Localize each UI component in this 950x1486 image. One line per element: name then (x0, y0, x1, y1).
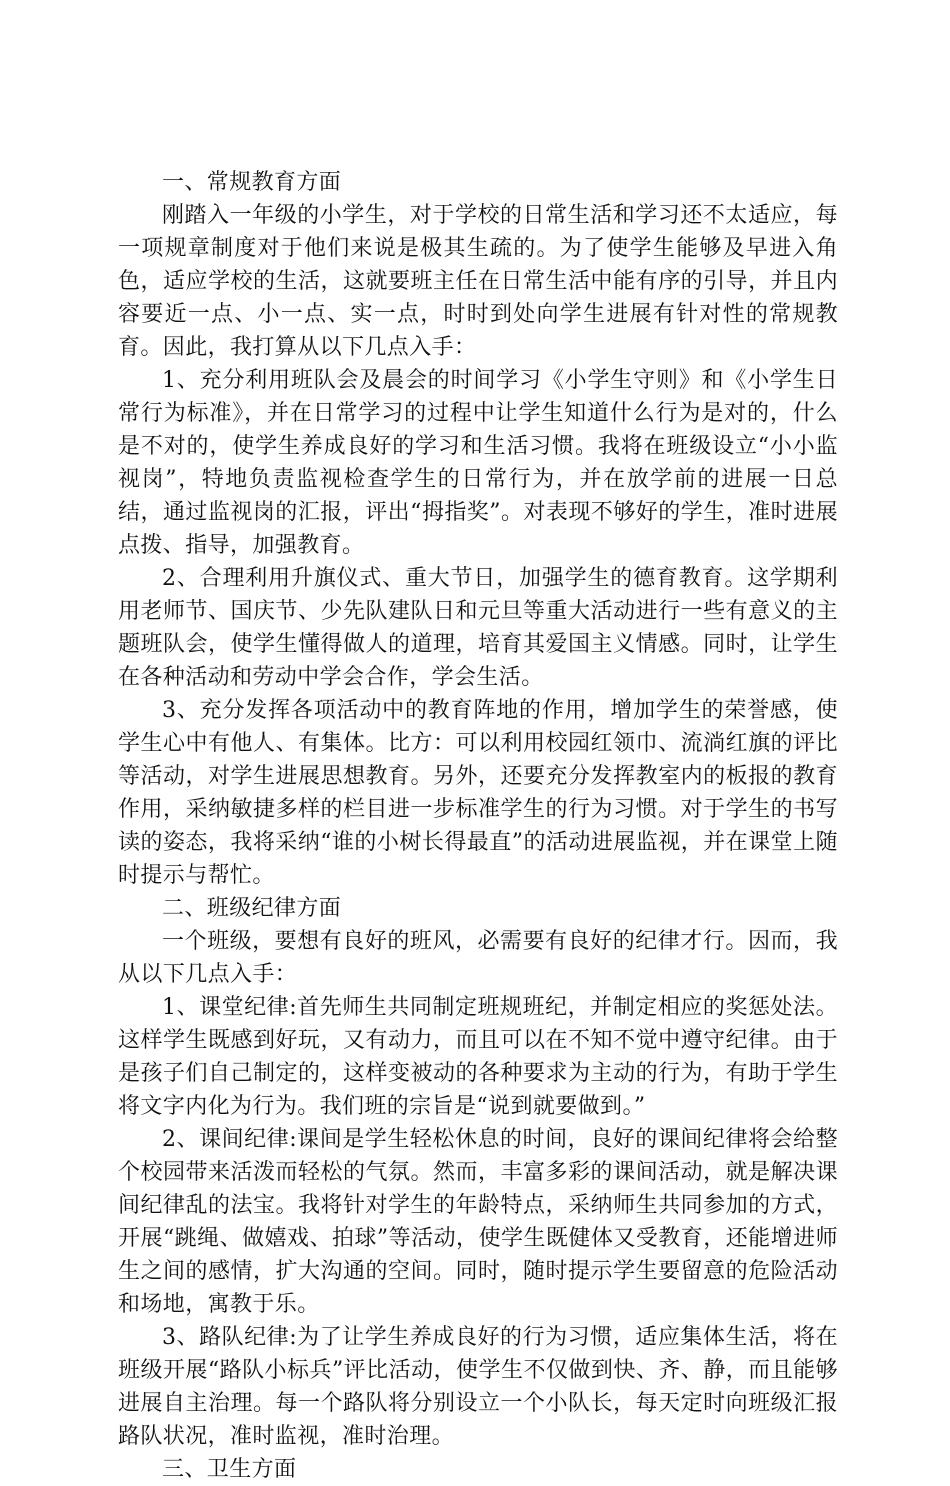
paragraph-item-3: 3、充分发挥各项活动中的教育阵地的作用，增加学生的荣誉感，使学生心中有他人、有集体。比方：可以利用校园红领巾、流淌红旗的评比等活动，对学生进展思想教育。另外，还要充分发挥教室内的板报的教育作用，采纳敏捷多样的栏目进一步标准学生的行为习惯。对于学生的书写读的姿态，我将采纳“谁的小树长得最直”的活动进展监视，并在课堂上随时提示与帮忙。 (118, 698, 838, 888)
paragraph-classroom-discipline: 1、课堂纪律:首先师生共同制定班规班纪，并制定相应的奖惩处法。这样学生既感到好玩，又有动力，而且可以在不知不觉中遵守纪律。由于是孩子们自己制定的，这样变被动的各种要求为主动的行为，有助于学生将文字内化为行为。我们班的宗旨是“说到就要做到。” (118, 995, 838, 1119)
section-heading-hygiene: 三、卫生方面 (162, 1457, 297, 1482)
section-heading-routine-education: 一、常规教育方面 (162, 170, 342, 195)
document-body (118, 166, 838, 1486)
paragraph-item-2: 2、合理利用升旗仪式、重大节日，加强学生的德育教育。这学期利用老师节、国庆节、少先队建队日和元旦等重大活动进行一些有意义的主题班队会，使学生懂得做人的道理，培育其爱国主义情感。同时，让学生在各种活动和劳动中学会合作，学会生活。 (118, 566, 838, 690)
paragraph-item-1: 1、充分利用班队会及晨会的时间学习《小学生守则》和《小学生日常行为标准》，并在日常学习的过程中让学生知道什么行为是对的，什么是不对的，使学生养成良好的学习和生活习惯。我将在班级设立“小小监视岗”，特地负责监视检查学生的日常行为，并在放学前的进展一日总结，通过监视岗的汇报，评出“拇指奖”。对表现不够好的学生，准时进展点拨、指导，加强教育。 (118, 368, 838, 558)
paragraph-intro: 刚踏入一年级的小学生，对于学校的日常生活和学习还不太适应，每一项规章制度对于他们来说是极其生疏的。为了使学生能够及早进入角色，适应学校的生活，这就要班主任在日常生活中能有序的引导，并且内容要近一点、小一点、实一点，时时到处向学生进展有针对性的常规教育。因此，我打算从以下几点入手： (118, 203, 838, 360)
paragraph-discipline-intro: 一个班级，要想有良好的班风，必需要有良好的纪律才行。因而，我从以下几点入手： (118, 929, 838, 987)
paragraph-queue-discipline: 3、路队纪律:为了让学生养成良好的行为习惯，适应集体生活，将在班级开展“路队小标兵”评比活动，使学生不仅做到快、齐、静，而且能够进展自主治理。每一个路队将分别设立一个小队长，每天定时向班级汇报路队状况，准时监视，准时治理。 (118, 1325, 838, 1449)
section-heading-class-discipline: 二、班级纪律方面 (162, 896, 342, 921)
paragraph-break-discipline: 2、课间纪律:课间是学生轻松休息的时间，良好的课间纪律将会给整个校园带来活泼而轻松的气氛。然而，丰富多彩的课间活动，就是解决课间纪律乱的法宝。我将针对学生的年龄特点，采纳师生共同参加的方式，开展“跳绳、做嬉戏、拍球”等活动，使学生既健体又受教育，还能增进师生之间的感情，扩大沟通的空间。同时，随时提示学生要留意的危险活动和场地，寓教于乐。 (118, 1127, 838, 1317)
